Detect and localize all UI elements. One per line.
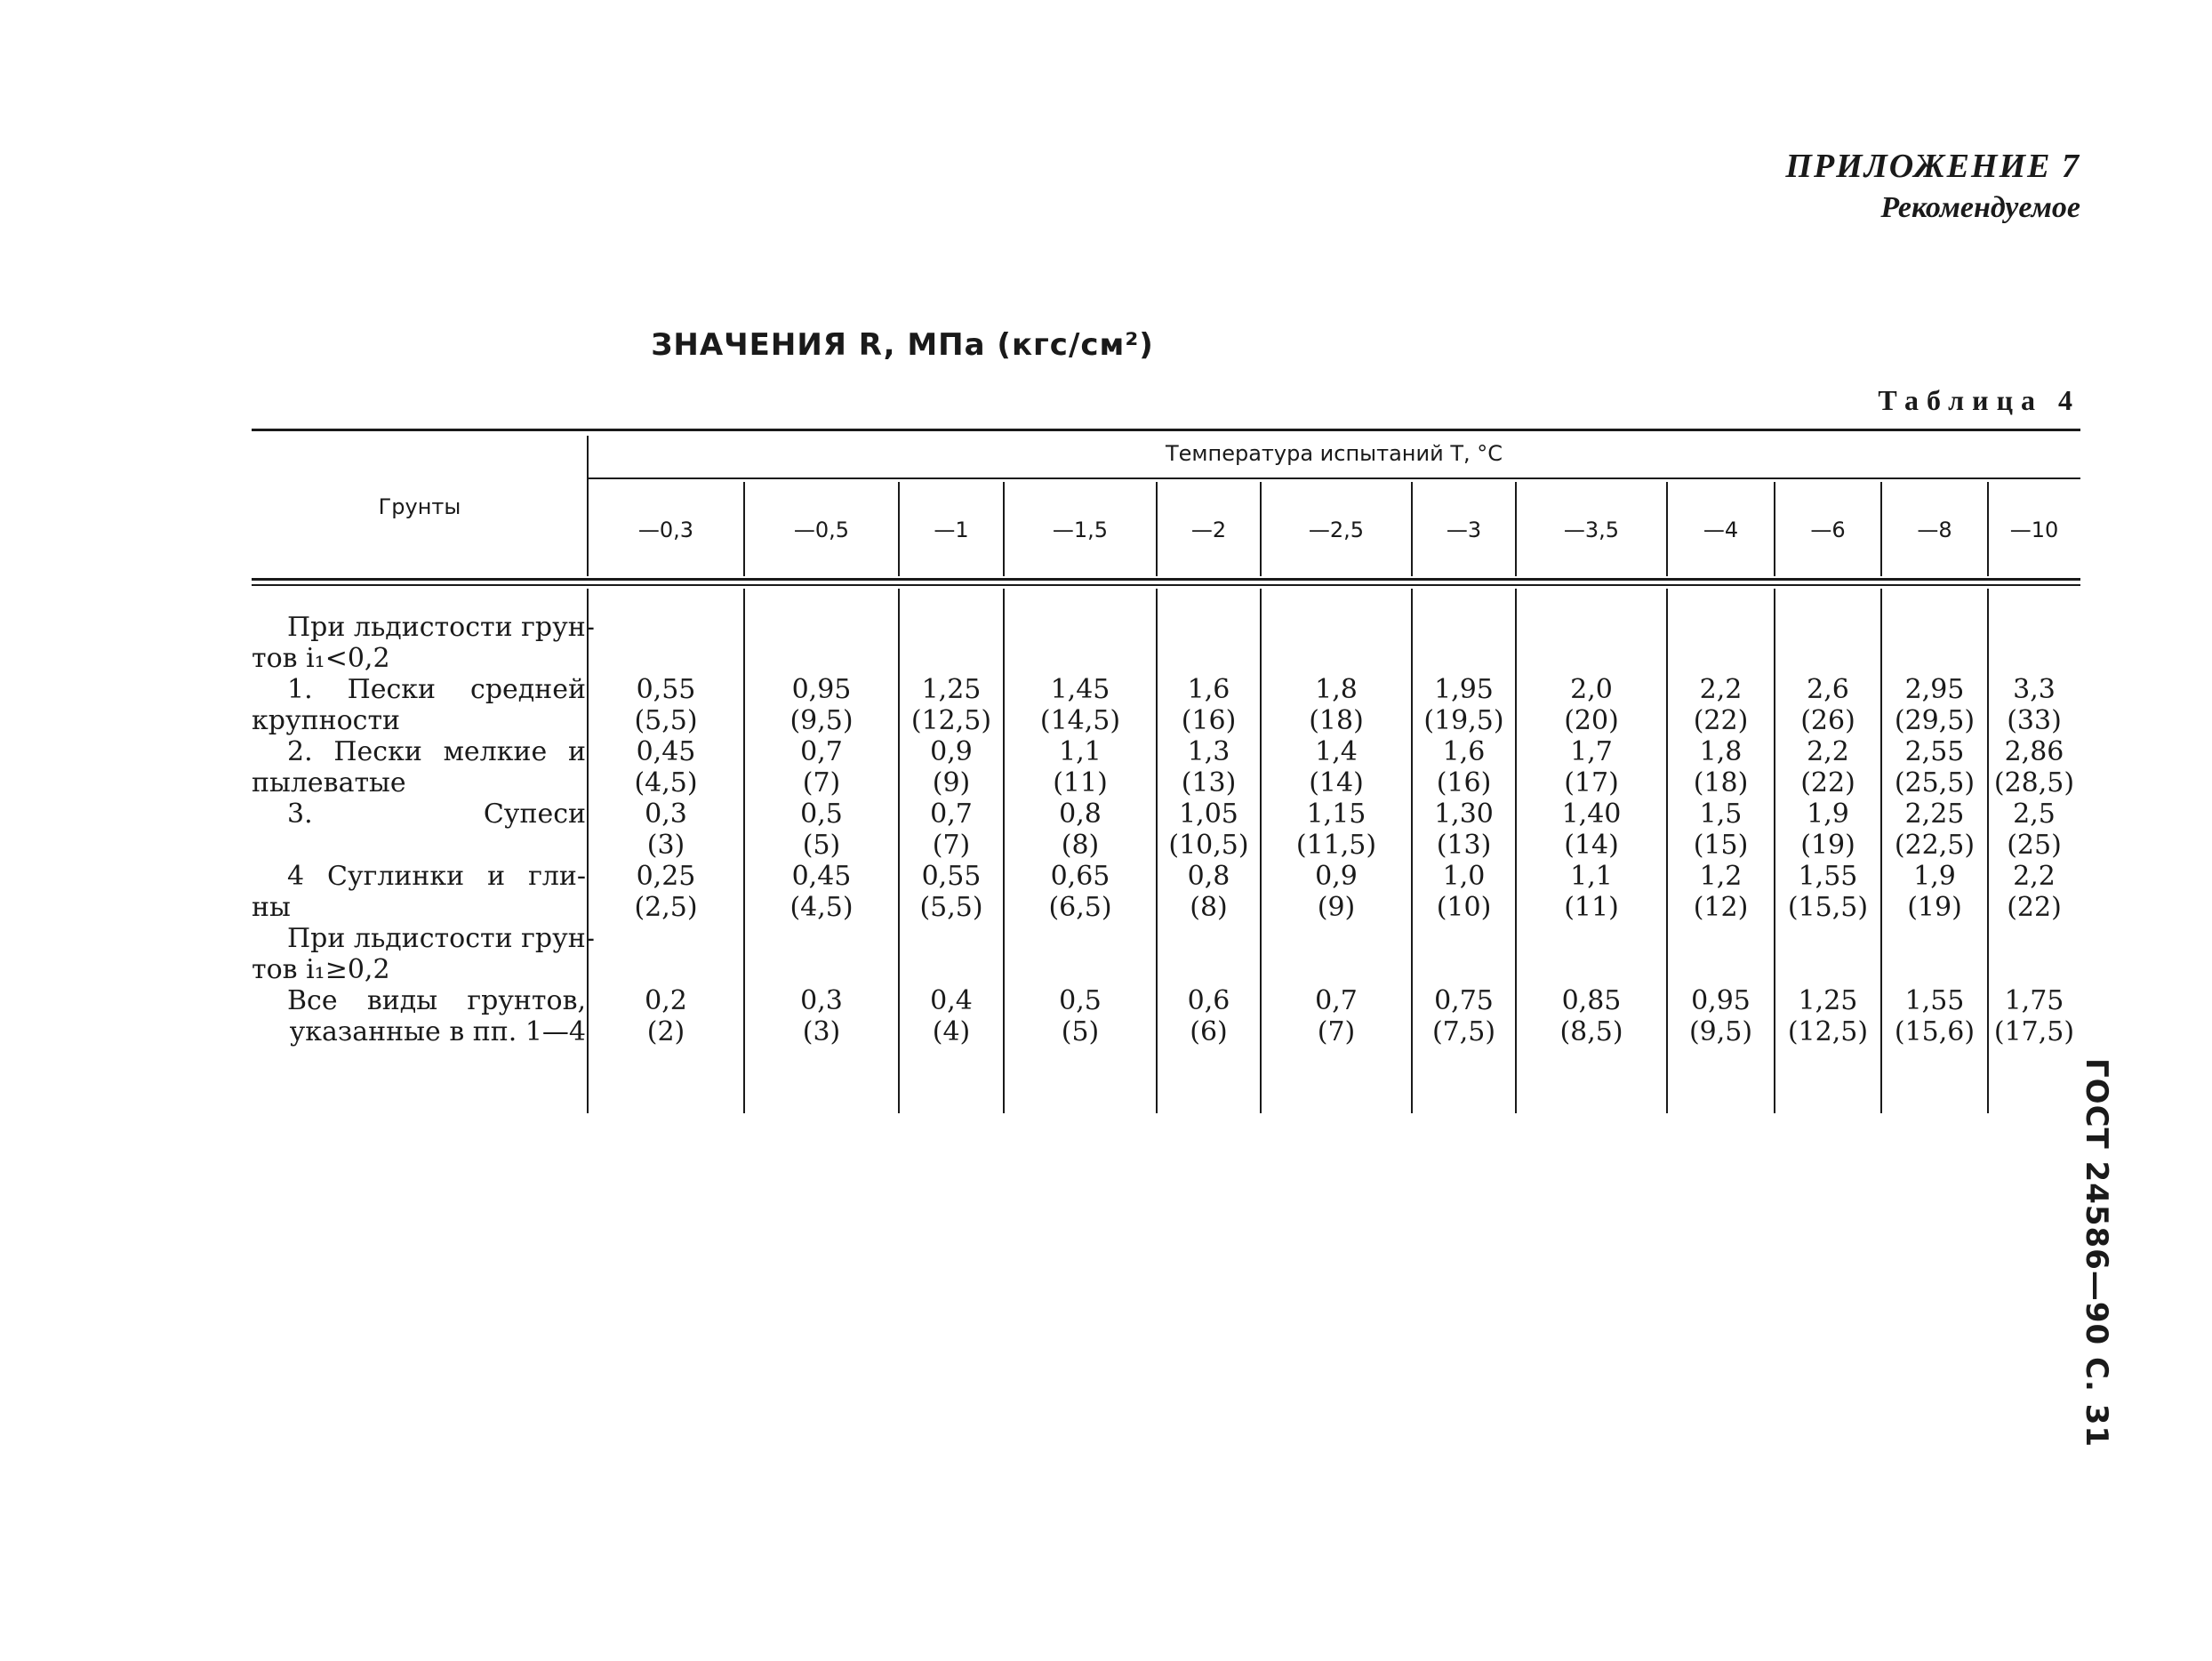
soils-column-divider [587,436,589,576]
soil-label-line: тов i₁≥0,2 [252,954,390,985]
alt-value-cell: (15) [1693,830,1749,861]
temperature-header-cell: —4 [1703,518,1739,542]
alt-value-cell: (9,5) [1688,1016,1753,1047]
value-cell: 1,7 [1570,736,1613,767]
value-cell: 0,8 [1059,798,1102,830]
value-cell: 1,40 [1561,798,1622,830]
alt-value-cell: (2) [646,1016,685,1047]
alt-value-cell: (9,5) [789,705,854,736]
side-document-code: ГОСТ 24586—90 С. 31 [2079,1058,2114,1448]
value-cell: 0,2 [645,985,687,1016]
alt-value-cell: (14) [1309,767,1364,798]
temperature-header-cell: —1 [934,518,969,542]
alt-value-cell: (7) [932,830,971,861]
alt-value-cell: (19,5) [1423,705,1504,736]
alt-value-cell: (11) [1564,892,1619,923]
alt-value-cell: (18) [1309,705,1364,736]
temperature-column-divider [1774,482,1775,576]
temperature-header-cell: —3,5 [1563,518,1620,542]
value-cell: 1,55 [1798,861,1858,892]
alt-value-cell: (8) [1190,892,1228,923]
header-bottom-rule [252,578,2080,581]
value-cell: 2,25 [1904,798,1965,830]
alt-value-cell: (7) [802,767,841,798]
soil-label-line: 4 Суглинки и гли- [287,861,586,892]
value-cell: 1,75 [2004,985,2064,1016]
value-cell: 0,6 [1187,985,1230,1016]
temperature-column-divider [1666,482,1668,576]
value-cell: 0,5 [1059,985,1102,1016]
temperature-header: Температура испытаний T, °С [1166,441,1503,466]
alt-value-cell: (15,6) [1894,1016,1976,1047]
value-cell: 1,45 [1050,674,1110,705]
value-cell: 0,25 [636,861,696,892]
value-cell: 1,5 [1699,798,1743,830]
temperature-column-divider [1515,482,1517,576]
table-top-rule [252,429,2080,431]
value-cell: 0,7 [1315,985,1358,1016]
alt-value-cell: (11,5) [1295,830,1377,861]
soil-label-line: пылеватые [252,767,406,798]
value-cell: 0,9 [930,736,973,767]
alt-value-cell: (26) [1800,705,1855,736]
soil-label-line: крупности [252,705,401,736]
temperature-header-cell: —0,5 [793,518,850,542]
temperature-header-cell: —10 [2009,518,2059,542]
soil-label-line: 1. Пески средней [287,674,586,705]
alt-value-cell: (33) [2007,705,2062,736]
value-cell: 0,85 [1561,985,1622,1016]
value-cell: 0,55 [636,674,696,705]
value-cell: 1,95 [1434,674,1494,705]
value-cell: 1,3 [1187,736,1230,767]
alt-value-cell: (4,5) [634,767,698,798]
alt-value-cell: (18) [1693,767,1749,798]
temperature-header-cell: —0,3 [637,518,694,542]
alt-value-cell: (25,5) [1894,767,1976,798]
values-table [252,429,2080,1111]
alt-value-cell: (20) [1564,705,1619,736]
alt-value-cell: (15,5) [1787,892,1869,923]
value-cell: 1,15 [1306,798,1366,830]
value-cell: 1,2 [1699,861,1743,892]
temperature-header-cell: —3 [1446,518,1482,542]
value-cell: 2,95 [1904,674,1965,705]
alt-value-cell: (25) [2007,830,2062,861]
temperature-column-divider [1156,482,1158,576]
temperature-header-cell: —2,5 [1308,518,1365,542]
document-title: ЗНАЧЕНИЯ R, МПа (кгс/см²) [651,327,1154,363]
value-cell: 0,95 [791,674,852,705]
alt-value-cell: (16) [1436,767,1492,798]
value-cell: 0,3 [800,985,843,1016]
appendix-block [1785,147,2080,225]
soils-header: Грунты [378,494,461,519]
soil-label-line: Все виды грунтов, [287,985,586,1016]
value-cell: 1,6 [1442,736,1486,767]
alt-value-cell: (5) [802,830,841,861]
value-cell: 1,0 [1442,861,1486,892]
alt-value-cell: (14) [1564,830,1619,861]
value-cell: 2,86 [2004,736,2064,767]
alt-value-cell: (3) [646,830,685,861]
alt-value-cell: (29,5) [1894,705,1976,736]
value-cell: 0,55 [921,861,982,892]
soil-label-line: тов i₁<0,2 [252,643,390,674]
value-cell: 1,9 [1807,798,1849,830]
alt-value-cell: (11) [1053,767,1108,798]
temp-header-rule [588,477,2080,479]
value-cell: 0,7 [800,736,843,767]
alt-value-cell: (9) [1317,892,1356,923]
value-cell: 1,05 [1179,798,1238,830]
alt-value-cell: (5,5) [634,705,698,736]
soil-label-line: 2. Пески мелкие и [287,736,586,767]
value-cell: 2,5 [2013,798,2056,830]
value-cell: 3,3 [2013,674,2056,705]
alt-value-cell: (28,5) [1993,767,2075,798]
value-cell: 1,4 [1315,736,1358,767]
alt-value-cell: (12,5) [910,705,992,736]
alt-value-cell: (22,5) [1894,830,1976,861]
value-cell: 1,55 [1904,985,1965,1016]
temperature-column-divider [1411,482,1413,576]
table-label: Таблица 4 [1878,384,2080,416]
value-cell: 2,6 [1807,674,1849,705]
soil-label-line: 3. Супеси [287,798,586,830]
temperature-column-divider [898,482,900,576]
value-cell: 2,2 [2013,861,2056,892]
alt-value-cell: (6,5) [1048,892,1112,923]
value-cell: 2,0 [1570,674,1613,705]
value-cell: 0,7 [930,798,973,830]
value-cell: 1,25 [921,674,982,705]
alt-value-cell: (13) [1436,830,1492,861]
alt-value-cell: (10,5) [1168,830,1249,861]
value-cell: 0,3 [645,798,687,830]
temperature-column-divider [1987,482,1989,576]
appendix-title: ПРИЛОЖЕНИЕ 7 [1785,148,2080,185]
alt-value-cell: (7,5) [1431,1016,1496,1047]
alt-value-cell: (8) [1061,830,1100,861]
value-cell: 2,2 [1807,736,1849,767]
temperature-column-divider [1003,482,1005,576]
appendix-subtitle: Рекомендуемое [1880,191,2080,224]
value-cell: 0,45 [636,736,696,767]
alt-value-cell: (2,5) [634,892,698,923]
alt-value-cell: (16) [1181,705,1237,736]
value-cell: 0,4 [930,985,973,1016]
value-cell: 0,95 [1691,985,1751,1016]
temperature-header-cell: —6 [1810,518,1846,542]
value-cell: 0,5 [800,798,843,830]
value-cell: 1,8 [1315,674,1358,705]
value-cell: 0,8 [1187,861,1230,892]
value-cell: 0,75 [1434,985,1494,1016]
alt-value-cell: (22) [1800,767,1855,798]
value-cell: 0,65 [1050,861,1110,892]
temperature-header-cell: —1,5 [1052,518,1109,542]
alt-value-cell: (17,5) [1993,1016,2075,1047]
value-cell: 1,8 [1699,736,1743,767]
value-cell: 1,30 [1434,798,1494,830]
alt-value-cell: (12) [1693,892,1749,923]
value-cell: 2,55 [1904,736,1965,767]
temperature-header-cell: —8 [1917,518,1952,542]
alt-value-cell: (17) [1564,767,1619,798]
value-cell: 2,2 [1699,674,1743,705]
value-cell: 1,25 [1798,985,1858,1016]
value-cell: 1,9 [1913,861,1956,892]
alt-value-cell: (5,5) [919,892,983,923]
alt-value-cell: (12,5) [1787,1016,1869,1047]
temperature-column-divider [1260,482,1262,576]
value-cell: 1,6 [1187,674,1230,705]
temperature-column-divider [1880,482,1882,576]
soil-label-line: ны [252,892,291,923]
alt-value-cell: (4) [932,1016,971,1047]
alt-value-cell: (14,5) [1039,705,1121,736]
value-cell: 0,9 [1315,861,1358,892]
alt-value-cell: (10) [1436,892,1492,923]
temperature-header-cell: —2 [1190,518,1227,542]
alt-value-cell: (19) [1907,892,1962,923]
alt-value-cell: (3) [802,1016,841,1047]
value-cell: 1,1 [1059,736,1102,767]
soil-label-line: При льдистости грун- [287,612,595,643]
alt-value-cell: (13) [1181,767,1237,798]
value-cell: 0,45 [791,861,852,892]
alt-value-cell: (22) [2007,892,2062,923]
soil-label-line: указанные в пп. 1—4 [289,1016,586,1047]
soil-label-line: При льдистости грун- [287,923,595,954]
alt-value-cell: (19) [1800,830,1855,861]
temperature-column-divider [743,482,745,576]
value-cell: 1,1 [1570,861,1613,892]
alt-value-cell: (6) [1190,1016,1228,1047]
alt-value-cell: (22) [1693,705,1749,736]
alt-value-cell: (9) [932,767,971,798]
alt-value-cell: (4,5) [789,892,854,923]
alt-value-cell: (7) [1317,1016,1356,1047]
alt-value-cell: (5) [1061,1016,1100,1047]
alt-value-cell: (8,5) [1559,1016,1623,1047]
header-bottom-rule-2 [252,584,2080,586]
